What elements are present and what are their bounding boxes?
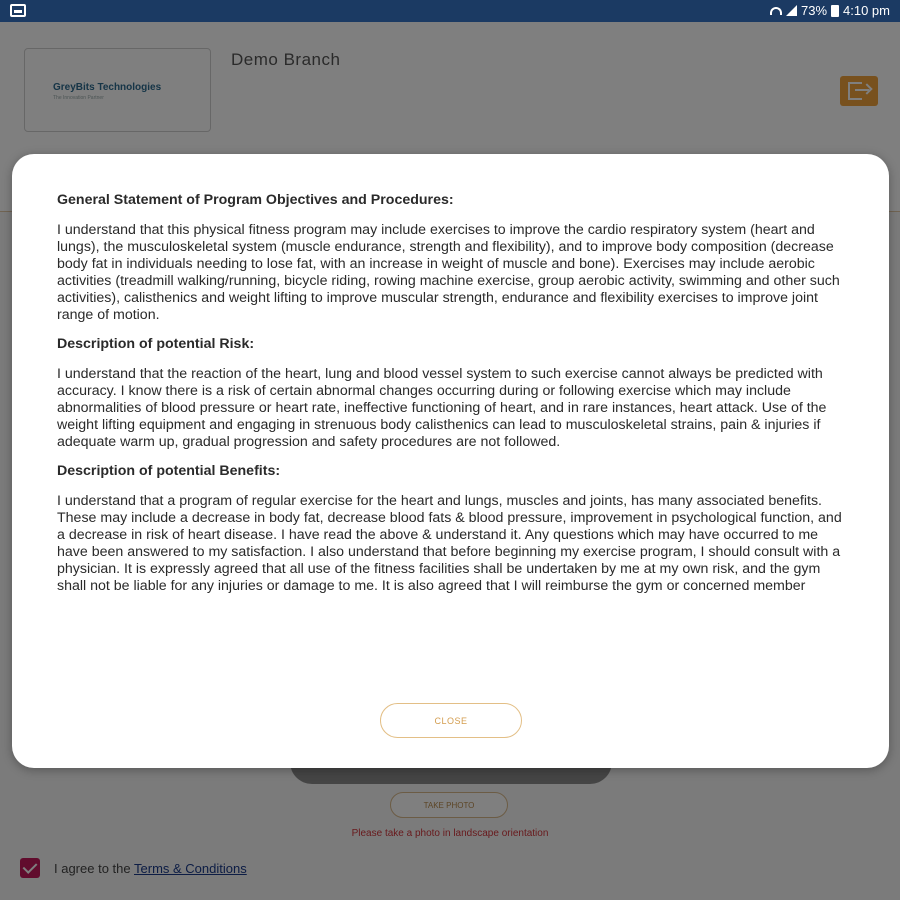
signal-icon xyxy=(786,5,797,16)
terms-content[interactable] xyxy=(57,192,852,676)
section-heading-objectives: General Statement of Program Objectives and Procedures: xyxy=(57,192,454,208)
gallery-notification-icon xyxy=(10,4,26,17)
battery-percent: 73% xyxy=(800,3,828,18)
section-heading-risk: Description of potential Risk: xyxy=(57,336,255,352)
clock: 4:10 pm xyxy=(843,3,890,18)
section-body-benefits: I understand that a program of regular exercise for the heart and lungs, muscles and joints, has many associated benefits. These may include a decrease in body fat, decrease blood fats & blood pressure, improvement in psychological function, and a decrease in risk of heart disease. I have read the above & understand it. Any questions which may have occurred to me have been answered to my satisfaction. I also understand that before beginning my exercise program, I should consult with a physician. It is expressly agreed that all use of the fitness facilities shall be undertaken by me at my own risk, and the gym shall not be liable for any injuries or damage to me. It is also agreed that I will reimburse the gym or concerned member xyxy=(57,493,842,594)
battery-icon xyxy=(831,5,839,17)
section-body-objectives: I understand that this physical fitness program may include exercises to improve the cardio respiratory system (heart and lungs), the musculoskeletal system (muscle endurance, strength and flexibility), and to improve body composition (decrease body fat in individuals needing to lose fat, with an increase in weight of muscle and bone). Exercises may include aerobic activities (treadmill walking/running, bicycle riding, rowing machine exercise, group aerobic activity, swimming and other such activities), calisthenics and weight lifting to improve muscular strength, endurance and flexibility exercises to improve joint range of motion. xyxy=(57,222,840,323)
section-body-risk: I understand that the reaction of the heart, lung and blood vessel system to such exercise cannot always be predicted with accuracy. I know there is a risk of certain abnormal changes occurring during or following exercise which may include abnormalities of blood pressure or heart rate, ineffective functioning of heart, and in rare instances, heart attack. Use of the weight lifting equipment and engaging in strenuous body calisthenics can lead to musculoskeletal strains, pain & injuries if adequate warm up, gradual progression and safety procedures are not followed. xyxy=(57,366,827,450)
close-button[interactable]: CLOSE xyxy=(380,703,522,738)
section-heading-benefits: Description of potential Benefits: xyxy=(57,463,281,479)
status-bar-right xyxy=(770,3,890,18)
wifi-icon xyxy=(770,7,782,15)
terms-dialog xyxy=(12,154,889,768)
status-bar xyxy=(0,0,900,22)
